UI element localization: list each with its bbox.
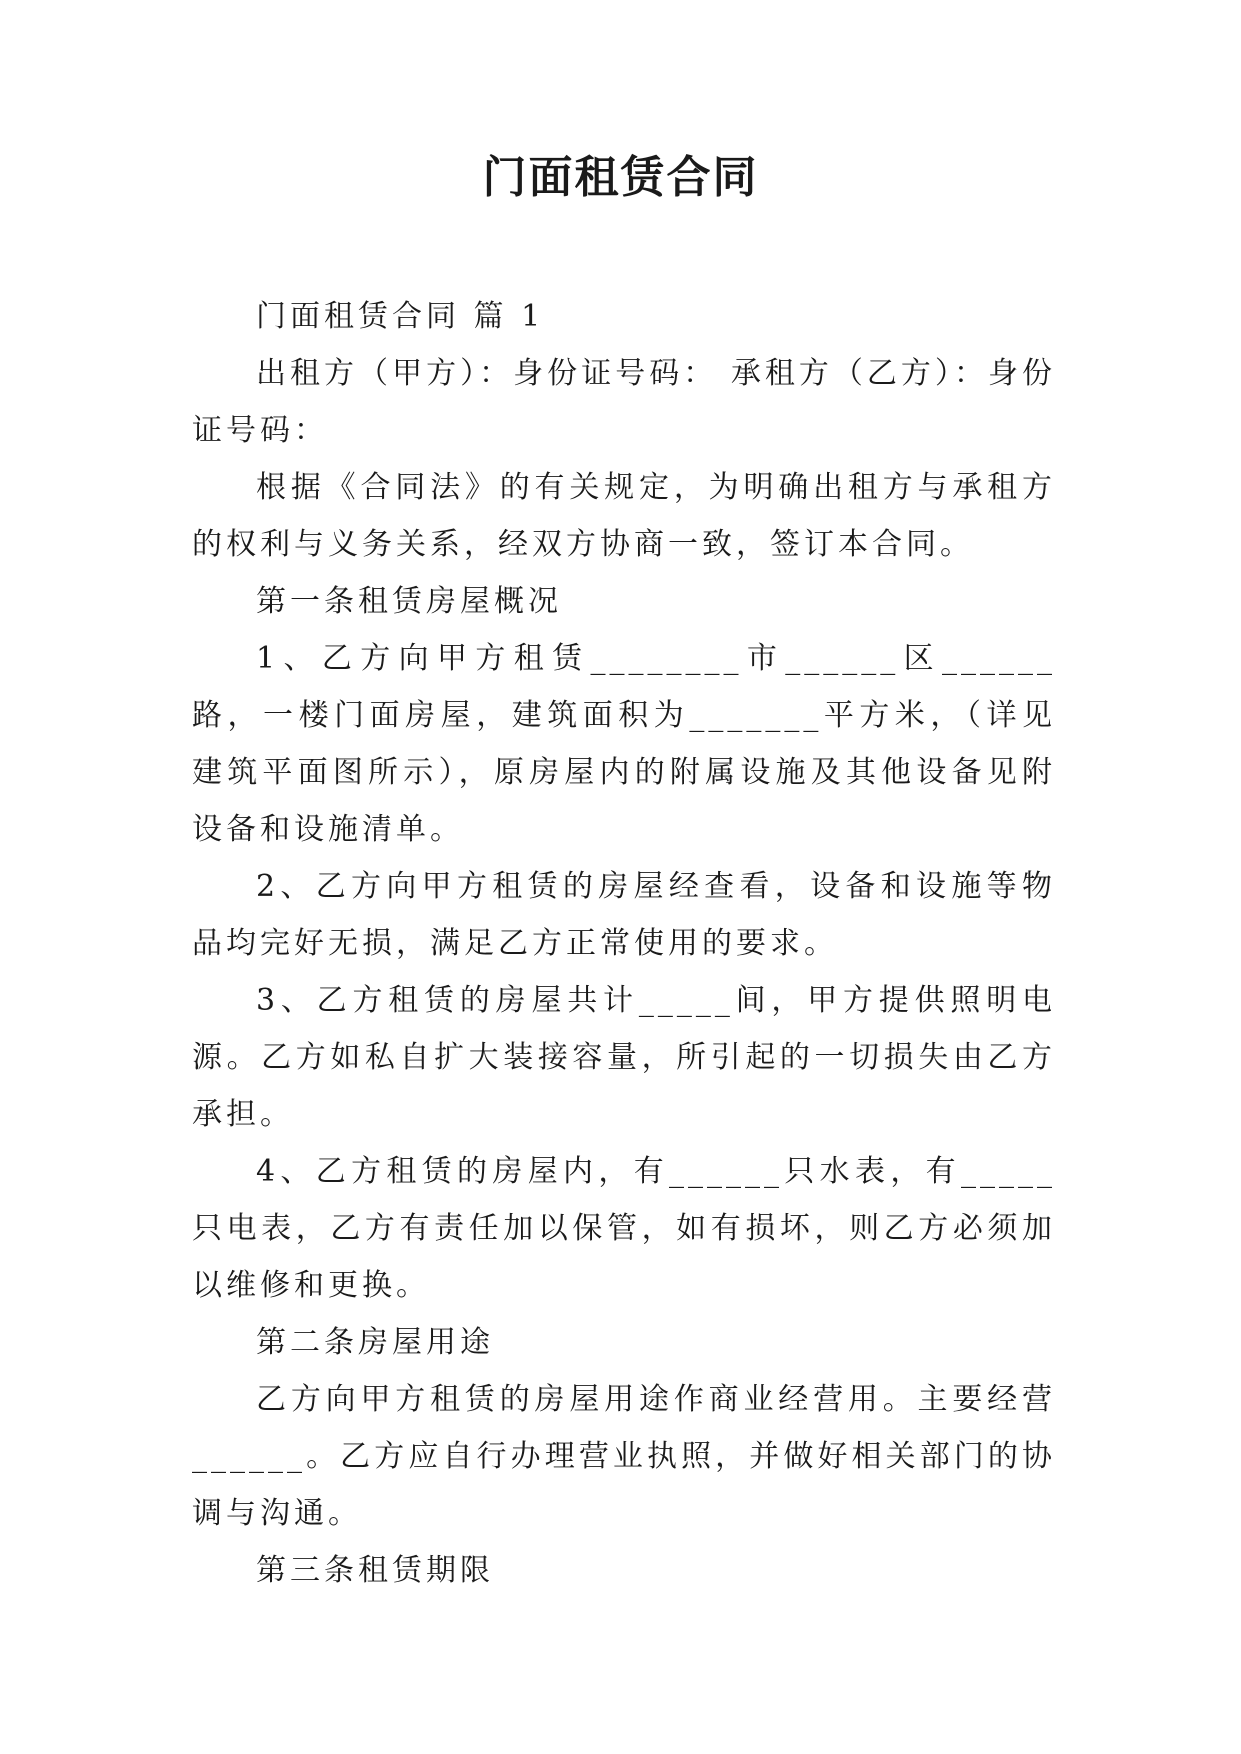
clause-paragraph: 4、乙方租赁的房屋内，有______只水表，有_____只电表，乙方有责任加以保管，如有损坏，则乙方必须加以维修和更换。	[192, 1154, 1056, 1303]
document-body	[192, 288, 1056, 1599]
article-heading: 第三条租赁期限	[256, 1553, 494, 1588]
clause-paragraph: 1、乙方向甲方租赁________市______区______路，一楼门面房屋，建筑面积为_______平方米，（详见建筑平面图所示），原房屋内的附属设施及其他设备见附设备和设施清单。	[192, 641, 1056, 847]
document-title: 门面租赁合同	[482, 152, 759, 203]
article-heading: 第二条房屋用途	[256, 1325, 494, 1360]
clause-paragraph: 乙方向甲方租赁的房屋用途作商业经营用。主要经营______。乙方应自行办理营业执照，并做好相关部门的协调与沟通。	[192, 1382, 1056, 1531]
article-heading: 第一条租赁房屋概况	[256, 584, 562, 619]
preamble-paragraph: 根据《合同法》的有关规定，为明确出租方与承租方的权利与义务关系，经双方协商一致，签订本合同。	[192, 470, 1056, 562]
clause-paragraph: 2、乙方向甲方租赁的房屋经查看，设备和设施等物品均完好无损，满足乙方正常使用的要求。	[192, 869, 1056, 961]
clause-paragraph: 3、乙方租赁的房屋共计_____间，甲方提供照明电源。乙方如私自扩大装接容量，所引起的一切损失由乙方承担。	[192, 983, 1056, 1132]
section-heading: 门面租赁合同 篇 1	[256, 299, 545, 334]
parties-paragraph: 出租方（甲方）：身份证号码： 承租方（乙方）：身份证号码：	[192, 356, 1056, 448]
